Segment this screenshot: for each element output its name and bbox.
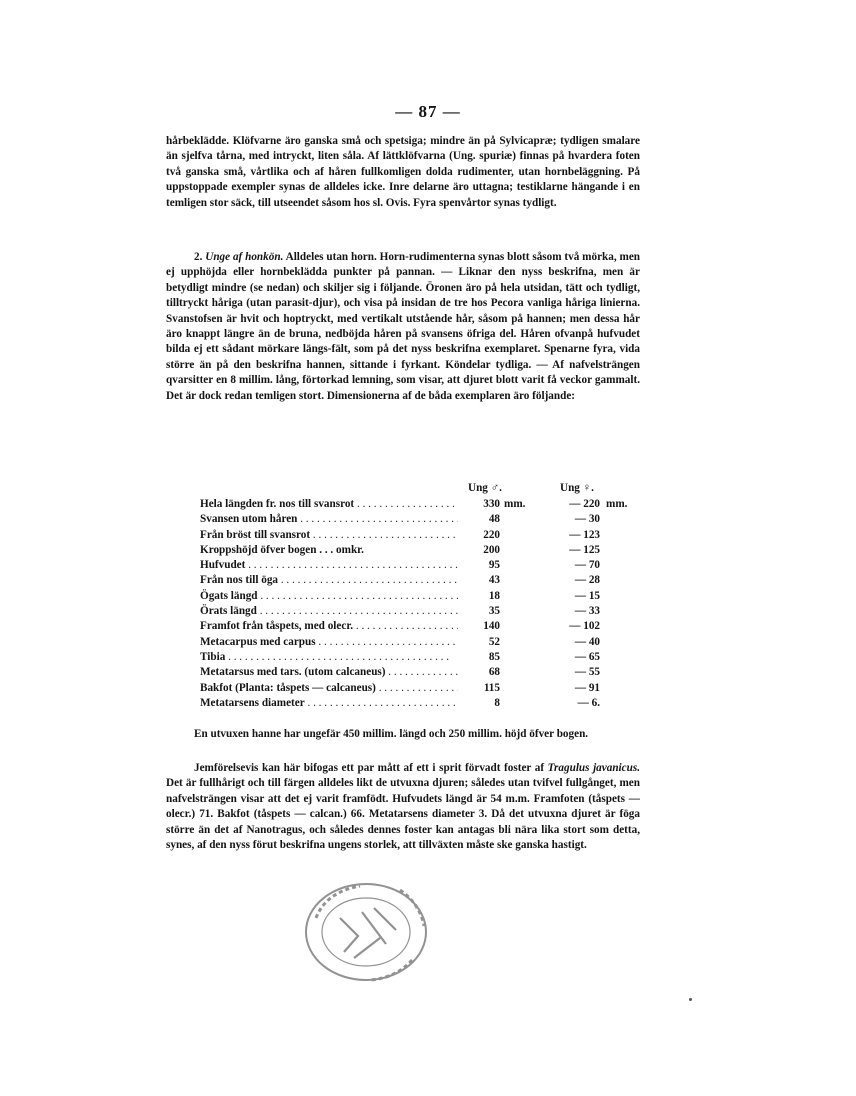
paragraph-1-text: hårbeklädde. Klöfvarne äro ganska små och spetsiga; mindre än på Sylvicapræ; tydligen smalare än sjelfva tårna, med intryckt, liten såla. Af lättklöfvarna (Ung. spuriæ) finnas på hvardera foten två ganska små, vårtlika och af håren fullkomligen dolda rudimenter, utan hornbeläggning. På uppstoppade exempler synas de alldeles icke. Inre delarne äro uttagna; testiklarne hängande i en temligen stor säck, till utseendet såsom hos sl. Ovis. Fyra spenvårtor synas tydligt. bbox=[166, 135, 640, 209]
male-value: 220 bbox=[483, 528, 500, 541]
row-label: Från nos till öga . . . bbox=[200, 573, 458, 588]
male-value: 48 bbox=[488, 513, 500, 526]
table-row bbox=[166, 665, 640, 680]
female-value: — 30 bbox=[574, 513, 600, 526]
table-row bbox=[166, 650, 640, 665]
library-stamp-icon bbox=[300, 878, 432, 986]
table-row bbox=[166, 512, 640, 527]
male-value: 35 bbox=[488, 605, 500, 618]
table-row bbox=[166, 543, 640, 558]
table-row bbox=[166, 589, 640, 604]
paragraph-2 bbox=[166, 250, 640, 404]
page-number: — 87 — bbox=[395, 102, 461, 121]
row-label: Tibia . . . bbox=[200, 650, 458, 665]
row-label: Metatarsens diameter . . . bbox=[200, 696, 458, 711]
paragraph-3-lead: Jemförelsevis kan här bifogas ett par mått af ett i sprit förvadt foster af bbox=[194, 762, 545, 774]
female-value: — 220 bbox=[569, 498, 600, 510]
row-label: Ögats längd . . . bbox=[200, 589, 458, 604]
male-value: 43 bbox=[488, 574, 500, 587]
female-value: — 55 bbox=[574, 666, 600, 679]
paragraph-2-body: Alldeles utan horn. Horn-rudimenterna synas blott såsom två mörka, men ej upphöjda eller hornbeklädda punkter på pannan. — Liknar den nyss beskrifna, men är betydligt mindre (se nedan) och skiljer sig i följande. Öronen äro på hela utsidan, tätt och tydligt, tilltryckt håriga (utan parasit-djur), och visa på insidan de tre hos Pecora vanliga håriga linierna. Svanstofsen är hvit och hoptryckt, med vertikalt utstående hår, såsom på hannen; men dessa hår äro knappt längre än de bruna, nedböjda håren på svansens öfriga del. Håren ofvanpå hufvudet bilda ej ett sådant mörkare längs-fält, som på det nyss beskrifna exemplaret. Spenarne fyra, vida större än på den beskrifna hannen, sittande i fyrkant. Köndelar tydliga. — Af nafvelsträngen qvarsitter en 8 millim. lång, förtorkad lemning, som visar, att djuret blott varit få veckor gammalt. Det är dock redan temligen stort. Dimensionerna af de båda exemplaren äro följande: bbox=[166, 251, 641, 402]
female-value: — 65 bbox=[574, 650, 600, 663]
paragraph-3 bbox=[166, 761, 640, 853]
table-row bbox=[166, 696, 640, 711]
paragraph-3-text bbox=[166, 761, 640, 853]
male-value: 52 bbox=[488, 635, 500, 648]
table-row bbox=[166, 528, 640, 543]
after-table-text: En utvuxen hanne har ungefär 450 millim. längd och 250 millim. höjd öfver bogen. bbox=[194, 728, 589, 740]
row-label: Metacarpus med carpus . . . bbox=[200, 635, 458, 650]
table-body bbox=[166, 497, 640, 711]
female-value: — 91 bbox=[574, 681, 600, 694]
male-value: 95 bbox=[488, 559, 500, 572]
male-value: 68 bbox=[488, 666, 500, 679]
female-value: — 15 bbox=[574, 589, 600, 602]
row-label: Svansen utom håren . . . bbox=[200, 512, 458, 527]
table-header bbox=[166, 481, 640, 497]
table-row bbox=[166, 619, 640, 634]
table-row bbox=[166, 573, 640, 588]
female-value: — 33 bbox=[574, 605, 600, 618]
row-label: Hufvudet . . . bbox=[200, 558, 458, 573]
table-row bbox=[166, 681, 640, 696]
female-unit: mm. bbox=[606, 498, 628, 510]
row-label: Bakfot (Planta: tåspets — calcaneus) . . . bbox=[200, 681, 458, 696]
female-value: — 125 bbox=[569, 543, 600, 556]
speck bbox=[689, 998, 692, 1001]
row-label: Metatarsus med tars. (utom calcaneus) . . . bbox=[200, 665, 458, 680]
section-heading: Unge af honkön. bbox=[205, 251, 284, 263]
female-value: — 6. bbox=[577, 696, 600, 709]
species-name: Tragulus javanicus. bbox=[547, 762, 641, 774]
row-label: Örats längd . . . bbox=[200, 604, 458, 619]
after-table-note bbox=[166, 727, 640, 742]
female-value: — 70 bbox=[574, 559, 600, 572]
table-row bbox=[166, 635, 640, 650]
table-row bbox=[166, 558, 640, 573]
male-value: 18 bbox=[488, 589, 500, 602]
female-value: — 123 bbox=[569, 528, 600, 541]
row-label: Från bröst till svansrot . . . bbox=[200, 528, 458, 543]
header-male: Ung ♂. bbox=[468, 482, 502, 494]
male-value: 8 bbox=[494, 696, 500, 709]
paragraph-2-text bbox=[166, 250, 640, 404]
row-label: Framfot från tåspets, med olecr. . . . bbox=[200, 619, 458, 634]
male-value: 330 bbox=[483, 498, 500, 510]
header-female: Ung ♀. bbox=[560, 482, 594, 494]
section-number: 2. bbox=[194, 251, 203, 263]
paragraph-1 bbox=[166, 134, 640, 211]
row-label: Kroppshöjd öfver bogen . . . omkr. bbox=[200, 543, 364, 556]
female-value: — 40 bbox=[574, 635, 600, 648]
female-value: — 102 bbox=[569, 620, 600, 633]
male-value: 200 bbox=[483, 543, 500, 556]
table-row bbox=[166, 604, 640, 619]
table-row bbox=[166, 497, 640, 512]
male-value: 115 bbox=[483, 681, 500, 694]
male-unit: mm. bbox=[504, 498, 526, 510]
female-value: — 28 bbox=[574, 574, 600, 587]
male-value: 85 bbox=[488, 650, 500, 663]
male-value: 140 bbox=[483, 620, 500, 633]
dimensions-table bbox=[166, 481, 640, 711]
row-label: Hela längden fr. nos till svansrot . . . bbox=[200, 497, 458, 512]
paragraph-3-body: Det är fullhårigt och till färgen alldeles likt de utvuxna djuren; således utan tvifvel fullgånget, men nafvelsträngen visar att det ej varit framfödt. Hufvudets längd är 54 m.m. Framfoten (tåspets — olecr.) 71. Bakfot (tåspets — calcan.) 66. Metatarsens diameter 3. Då det utvuxna djuret är föga större än det af Nanotragus, och således dennes foster kan antagas bli nära lika stort som detta, synes, af den nyss förut beskrifna ungens storlek, att tillväxten måste ske ganska hastigt. bbox=[166, 777, 640, 852]
